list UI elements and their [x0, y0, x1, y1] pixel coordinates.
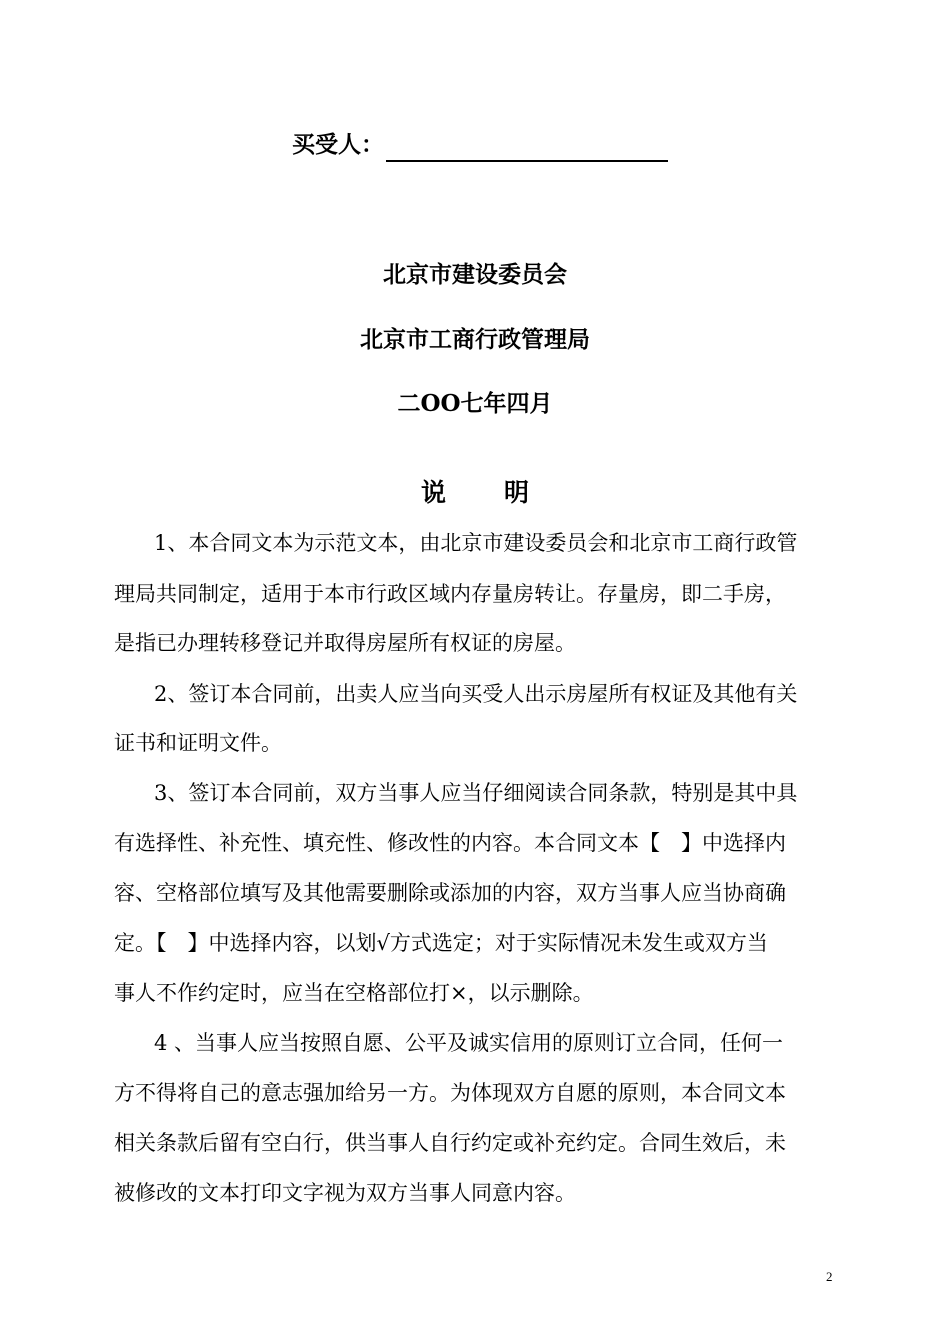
buyer-label: 买受人：: [292, 131, 384, 158]
paragraph-line: 事人不作约定时，应当在空格部位打×，以示删除。: [114, 981, 594, 1005]
page-number: 2: [826, 1269, 833, 1284]
paragraph-line: 3、签订本合同前，双方当事人应当仔细阅读合同条款，特别是其中具: [154, 781, 798, 805]
buyer-blank: [386, 134, 668, 162]
section-title: 说明: [420, 478, 587, 507]
paragraph-line: 2、签订本合同前，出卖人应当向买受人出示房屋所有权证及其他有关: [154, 682, 798, 706]
issuer-construction-committee: 北京市建设委员会: [383, 261, 567, 288]
paragraph-line: 定。【 】中选择内容，以划√方式选定；对于实际情况未发生或双方当: [114, 931, 768, 955]
paragraph-line: 证书和证明文件。: [114, 731, 282, 755]
paragraph-line: 4 、当事人应当按照自愿、公平及诚实信用的原则订立合同，任何一: [154, 1031, 784, 1055]
paragraph-line: 1、本合同文本为示范文本，由北京市建设委员会和北京市工商行政管: [154, 531, 798, 555]
issuer-industry-commerce-bureau: 北京市工商行政管理局: [360, 326, 590, 353]
paragraph-line: 被修改的文本打印文字视为双方当事人同意内容。: [114, 1181, 576, 1205]
issue-date: 二OO七年四月: [397, 390, 553, 417]
paragraph-line: 方不得将自己的意志强加给另一方。为体现双方自愿的原则，本合同文本: [114, 1081, 786, 1105]
buyer-signature-line: [292, 128, 668, 162]
paragraph-line: 有选择性、补充性、填充性、修改性的内容。本合同文本【 】中选择内: [114, 831, 786, 855]
paragraph-line: 理局共同制定，适用于本市行政区域内存量房转让。存量房，即二手房，: [114, 582, 786, 606]
paragraph-line: 是指已办理转移登记并取得房屋所有权证的房屋。: [114, 631, 576, 655]
paragraph-line: 容、空格部位填写及其他需要删除或添加的内容，双方当事人应当协商确: [114, 881, 786, 905]
paragraph-line: 相关条款后留有空白行，供当事人自行约定或补充约定。合同生效后，未: [114, 1131, 786, 1155]
